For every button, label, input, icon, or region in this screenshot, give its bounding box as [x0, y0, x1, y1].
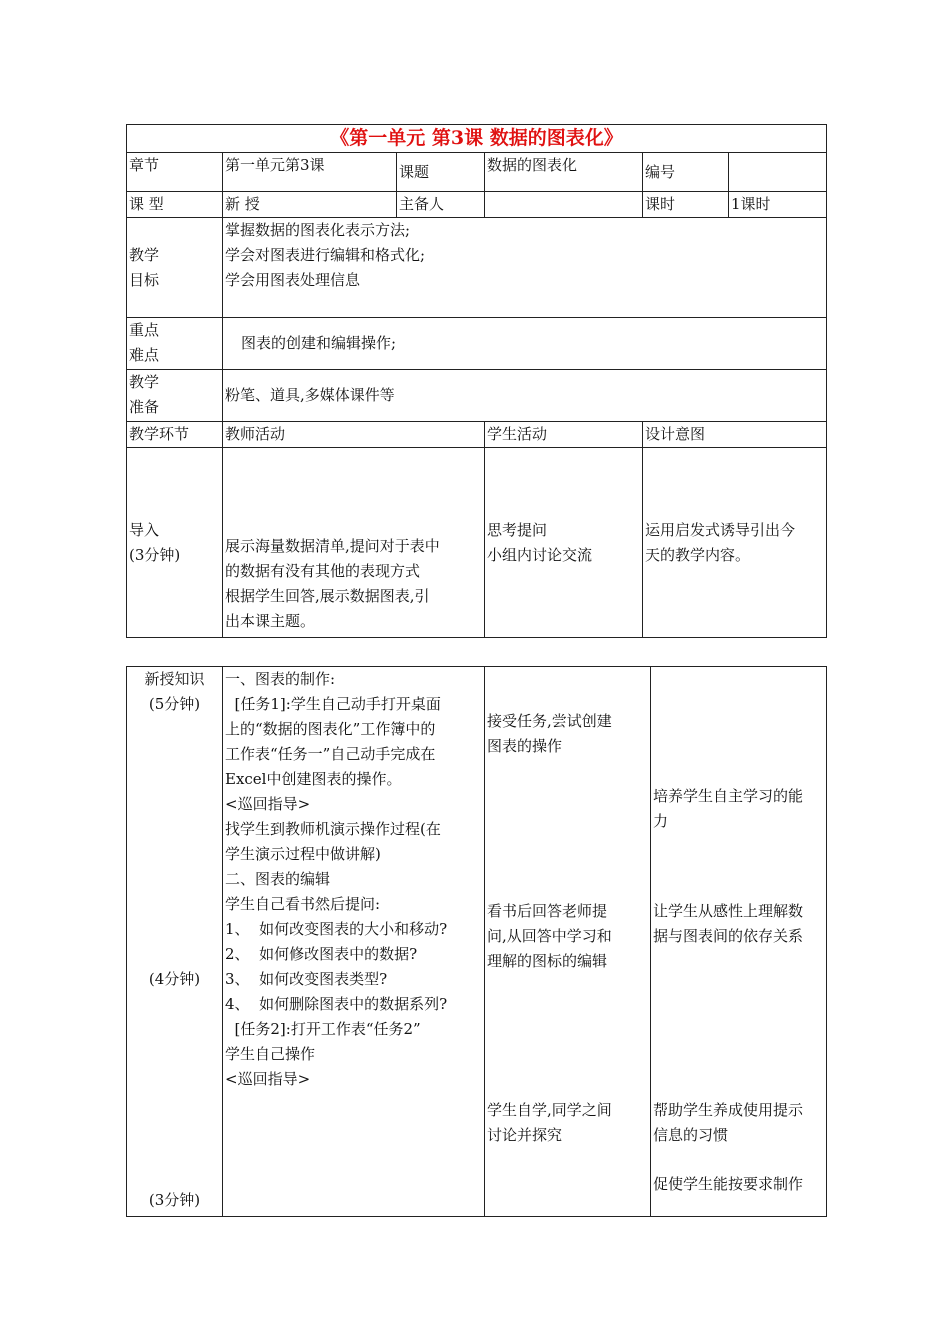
preparer-value: [485, 192, 643, 218]
number-label: 编号: [643, 153, 729, 192]
goals-content: [223, 218, 827, 318]
lesson-plan-table: [126, 124, 827, 638]
intro-design: 运用启发式诱导引出今 天的教学内容。: [643, 448, 827, 638]
preparer-label: 主备人: [397, 192, 485, 218]
new-teacher: 一、图表的制作: [任务1]:学生自己动手打开桌面 上的“数据的图表化”工作簿中的 工作表“任务一”自己动手完成在 Excel中创建图表的操作。 <巡回指导> 找学生到教师机演示操作过程(在 学生演示过程中做讲解) 二、图表的编辑 学生自己看书然后提问: 1、 如何改变图表的大小和移动? 2、 如何修改图表中的数据? 3、 如何改变图表类型? 4、 如何删除图表中的数据系列? [任务2]:打开工作表“任务2” 学生自己操作 <巡回指导>: [223, 667, 485, 1217]
page-title: 《第一单元 第3课 数据的图表化》: [127, 125, 827, 153]
hours-value: 1课时: [729, 192, 827, 218]
topic-value: 数据的图表化: [485, 153, 643, 192]
key-points-content: 图表的创建和编辑操作;: [223, 318, 827, 370]
col-design-header: 设计意图: [643, 422, 827, 448]
goals-label: 教学 目标: [127, 218, 223, 318]
chapter-label: 章节: [127, 153, 223, 192]
chapter-value: 第一单元第3课: [223, 153, 397, 192]
goal-item: 掌握数据的图表化表示方法;: [225, 221, 411, 239]
new-student: 接受任务,尝试创建 图表的操作 看书后回答老师提 问,从回答中学习和 理解的图标的编辑 学生自学,同学之间 讨论并探究: [485, 667, 651, 1217]
new-stage: 新授知识 (5分钟) (4分钟) (3分钟): [127, 667, 223, 1217]
preparation-content: 粉笔、道具,多媒体课件等: [223, 370, 827, 422]
type-label: 课 型: [127, 192, 223, 218]
hours-label: 课时: [643, 192, 729, 218]
new-knowledge-table: [126, 666, 827, 1217]
new-design: 培养学生自主学习的能 力 让学生从感性上理解数 据与图表间的依存关系 帮助学生养成使用提示 信息的习惯 促使学生能按要求制作: [651, 667, 827, 1217]
intro-teacher: 展示海量数据清单,提问对于表中 的数据有没有其他的表现方式 根据学生回答,展示数据图表,引 出本课主题。: [223, 448, 485, 638]
preparation-label: 教学 准备: [127, 370, 223, 422]
col-stage-header: 教学环节: [127, 422, 223, 448]
intro-stage: 导入 (3分钟): [127, 448, 223, 638]
number-value: [729, 153, 827, 192]
intro-student: 思考提问 小组内讨论交流: [485, 448, 643, 638]
goal-item: 学会对图表进行编辑和格式化;: [225, 246, 426, 264]
key-points-label: 重点 难点: [127, 318, 223, 370]
col-teacher-header: 教师活动: [223, 422, 485, 448]
topic-label: 课题: [397, 153, 485, 192]
goal-item: 学会用图表处理信息: [225, 271, 361, 289]
col-student-header: 学生活动: [485, 422, 643, 448]
type-value: 新 授: [223, 192, 397, 218]
